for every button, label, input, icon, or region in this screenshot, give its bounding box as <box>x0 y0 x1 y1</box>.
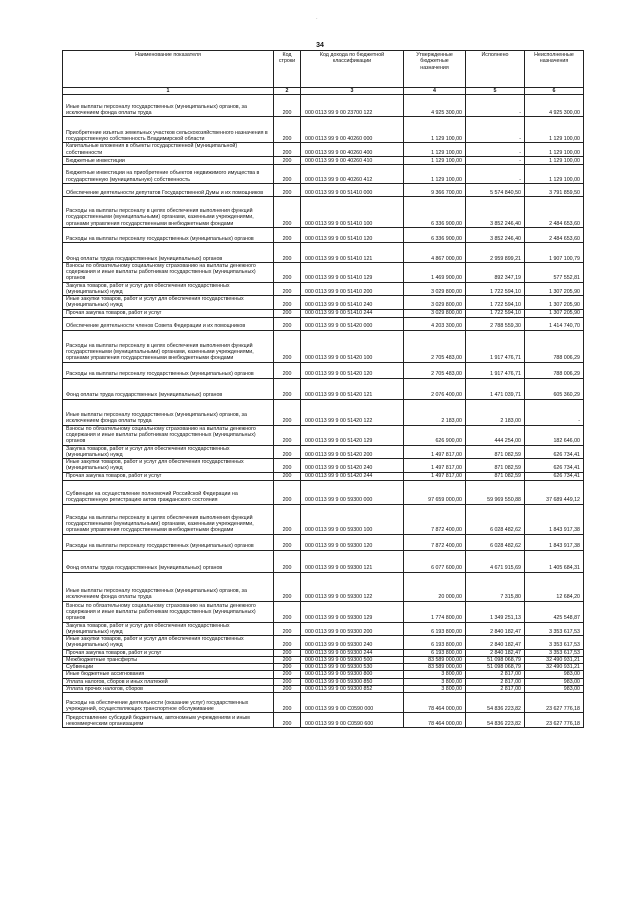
row-approved: 1 129 100,00 <box>404 164 466 183</box>
row-approved: 1 774 800,00 <box>404 601 466 622</box>
row-name: Иные бюджетные ассигнования <box>63 671 274 678</box>
table-row <box>63 504 584 534</box>
table-row <box>63 636 584 650</box>
row-unexecuted: 12 684,20 <box>525 572 584 601</box>
row-classification-code: 000 0113 99 9 00 51410 244 <box>301 309 404 317</box>
header-unexecuted: Неисполненные назначения <box>525 51 584 88</box>
row-approved: 6 336 900,00 <box>404 196 466 227</box>
row-code: 200 <box>274 693 301 713</box>
row-unexecuted: 3 353 617,53 <box>525 636 584 650</box>
row-executed: 54 836 223,82 <box>466 693 525 713</box>
row-code: 200 <box>274 678 301 685</box>
row-executed: 54 836 223,82 <box>466 713 525 728</box>
row-code: 200 <box>274 504 301 534</box>
row-classification-code: 000 0113 99 9 00 40260 400 <box>301 143 404 157</box>
row-approved: 4 867 000,00 <box>404 242 466 262</box>
row-executed: - <box>466 156 525 164</box>
row-name: Иные закупки товаров, работ и услуг для обеспечения государственных (муниципальных) нужд <box>63 636 274 650</box>
table-row <box>63 656 584 663</box>
row-name: Иные выплаты персоналу государственных (муниципальных) органов, за исключением фонда оплаты труда <box>63 399 274 425</box>
row-approved: 626 900,00 <box>404 425 466 445</box>
row-code: 200 <box>274 262 301 282</box>
row-approved: 83 589 000,00 <box>404 664 466 671</box>
row-unexecuted: 788 006,29 <box>525 362 584 378</box>
table-row <box>63 362 584 378</box>
row-classification-code: 000 0113 99 9 00 51420 100 <box>301 330 404 362</box>
row-code: 200 <box>274 164 301 183</box>
row-approved: 3 800,00 <box>404 685 466 692</box>
row-executed: 892 347,19 <box>466 262 525 282</box>
row-unexecuted: 1 907 100,79 <box>525 242 584 262</box>
row-executed: 51 098 068,79 <box>466 656 525 663</box>
table-row <box>63 550 584 572</box>
row-classification-code: 000 0113 99 9 00 40260 410 <box>301 156 404 164</box>
row-executed: 1 722 594,10 <box>466 282 525 296</box>
row-approved: 1 497 817,00 <box>404 459 466 473</box>
row-code: 200 <box>274 472 301 480</box>
row-code: 200 <box>274 550 301 572</box>
row-code: 200 <box>274 459 301 473</box>
row-unexecuted: 23 627 776,18 <box>525 713 584 728</box>
row-unexecuted: 1 129 100,00 <box>525 164 584 183</box>
row-unexecuted: - <box>525 399 584 425</box>
row-name: Закупка товаров, работ и услуг для обеспечения государственных (муниципальных) нужд <box>63 282 274 296</box>
row-classification-code: 000 0113 99 9 00 C0590 600 <box>301 713 404 728</box>
table-row <box>63 572 584 601</box>
table-row <box>63 472 584 480</box>
table-row <box>63 649 584 656</box>
row-classification-code: 000 0113 99 9 00 59300 240 <box>301 636 404 650</box>
row-code: 200 <box>274 636 301 650</box>
row-executed: 3 852 246,40 <box>466 196 525 227</box>
row-approved: 2 705 483,00 <box>404 362 466 378</box>
row-code: 200 <box>274 425 301 445</box>
table-row <box>63 664 584 671</box>
row-code: 200 <box>274 656 301 663</box>
row-unexecuted: 1 405 684,31 <box>525 550 584 572</box>
table-row <box>63 296 584 310</box>
row-name: Расходы на выплаты персоналу в целях обеспечения выполнения функций государственными (муниципальными) органами, казенными учреждениями, органами управления государственными внебюджетными фондами <box>63 504 274 534</box>
row-classification-code: 000 0113 99 9 00 59300 200 <box>301 622 404 636</box>
row-code: 200 <box>274 117 301 143</box>
row-unexecuted: 23 627 776,18 <box>525 693 584 713</box>
row-name: Бюджетные инвестиции <box>63 156 274 164</box>
row-executed: - <box>466 164 525 183</box>
row-unexecuted: 425 548,87 <box>525 601 584 622</box>
row-approved: 3 029 800,00 <box>404 309 466 317</box>
scan-mark: · <box>316 16 318 22</box>
row-name: Расходы на выплаты персоналу государственных (муниципальных) органов <box>63 362 274 378</box>
table-row <box>63 399 584 425</box>
row-classification-code: 000 0113 99 9 00 51420 240 <box>301 459 404 473</box>
row-approved: 2 705 483,00 <box>404 330 466 362</box>
table-row <box>63 671 584 678</box>
row-code: 200 <box>274 143 301 157</box>
row-name: Расходы на обеспечение деятельности (оказание услуг) государственных учреждений, осуществляющих транспортное обслуживание <box>63 693 274 713</box>
column-number: 2 <box>274 88 301 95</box>
table-row <box>63 282 584 296</box>
row-name: Субвенции <box>63 664 274 671</box>
row-approved: 1 129 100,00 <box>404 117 466 143</box>
row-unexecuted: 2 484 653,60 <box>525 196 584 227</box>
row-unexecuted: 983,00 <box>525 678 584 685</box>
row-classification-code: 000 0113 99 9 00 59300 244 <box>301 649 404 656</box>
row-executed: - <box>466 143 525 157</box>
table-row <box>63 262 584 282</box>
table-row <box>63 164 584 183</box>
row-unexecuted: 3 353 617,53 <box>525 622 584 636</box>
row-code: 200 <box>274 362 301 378</box>
row-unexecuted: 32 490 931,21 <box>525 664 584 671</box>
row-classification-code: 000 0113 99 9 00 40260 412 <box>301 164 404 183</box>
row-unexecuted: 2 484 653,60 <box>525 227 584 242</box>
row-executed: 6 028 482,62 <box>466 504 525 534</box>
table-row <box>63 378 584 399</box>
row-name: Взносы по обязательному социальному страхованию на выплаты денежного содержания и иные выплаты работникам государственных (муниципальных) органов <box>63 601 274 622</box>
table-body <box>63 95 584 728</box>
row-name: Закупка товаров, работ и услуг для обеспечения государственных (муниципальных) нужд <box>63 622 274 636</box>
row-approved: 1 129 100,00 <box>404 156 466 164</box>
row-classification-code: 000 0113 99 9 00 59300 129 <box>301 601 404 622</box>
row-unexecuted: 182 646,00 <box>525 425 584 445</box>
row-executed: 1 722 594,10 <box>466 296 525 310</box>
row-approved: 7 872 400,00 <box>404 534 466 550</box>
row-unexecuted: 1 129 100,00 <box>525 156 584 164</box>
row-code: 200 <box>274 317 301 330</box>
row-classification-code: 000 0113 99 9 00 51410 129 <box>301 262 404 282</box>
row-code: 200 <box>274 713 301 728</box>
row-classification-code: 000 0113 99 9 00 59300 530 <box>301 664 404 671</box>
row-executed: 4 671 915,69 <box>466 550 525 572</box>
row-unexecuted: 577 552,81 <box>525 262 584 282</box>
table-row <box>63 309 584 317</box>
row-classification-code: 000 0113 99 9 00 51410 000 <box>301 183 404 196</box>
row-approved: 78 464 000,00 <box>404 693 466 713</box>
header-classification: Код дохода по бюджетной классификации <box>301 51 404 88</box>
row-classification-code: 000 0113 99 9 00 51420 122 <box>301 399 404 425</box>
row-executed: 2 817,00 <box>466 671 525 678</box>
table-row <box>63 317 584 330</box>
row-executed: 2 788 559,30 <box>466 317 525 330</box>
row-unexecuted: 4 925 300,00 <box>525 95 584 117</box>
row-name: Иные выплаты персоналу государственных (муниципальных) органов, за исключением фонда оплаты труда <box>63 95 274 117</box>
row-unexecuted: 1 307 205,90 <box>525 282 584 296</box>
row-classification-code: 000 0113 99 9 00 59300 500 <box>301 656 404 663</box>
row-executed: 7 315,80 <box>466 572 525 601</box>
row-executed: 59 969 550,88 <box>466 480 525 504</box>
row-approved: 2 076 400,00 <box>404 378 466 399</box>
row-name: Закупка товаров, работ и услуг для обеспечения государственных (муниципальных) нужд <box>63 445 274 459</box>
table-row <box>63 196 584 227</box>
row-unexecuted: 626 734,41 <box>525 472 584 480</box>
row-name: Расходы на выплаты персоналу в целях обеспечения выполнения функций государственными (муниципальными) органами, казенными учреждениями, органами управления государственными внебюджетными фондами <box>63 196 274 227</box>
row-executed: 6 028 482,62 <box>466 534 525 550</box>
row-classification-code: 000 0113 99 9 00 40260 000 <box>301 117 404 143</box>
row-unexecuted: 626 734,41 <box>525 445 584 459</box>
row-classification-code: 000 0113 99 9 00 51410 100 <box>301 196 404 227</box>
row-classification-code: 000 0113 99 9 00 59300 852 <box>301 685 404 692</box>
row-name: Фонд оплаты труда государственных (муниципальных) органов <box>63 378 274 399</box>
row-classification-code: 000 0113 99 9 00 51420 121 <box>301 378 404 399</box>
row-classification-code: 000 0113 99 9 00 59300 800 <box>301 671 404 678</box>
row-code: 200 <box>274 671 301 678</box>
row-code: 200 <box>274 480 301 504</box>
row-approved: 1 497 817,00 <box>404 445 466 459</box>
row-name: Фонд оплаты труда государственных (муниципальных) органов <box>63 242 274 262</box>
row-classification-code: 000 0113 99 9 00 51410 200 <box>301 282 404 296</box>
row-approved: 6 077 600,00 <box>404 550 466 572</box>
row-code: 200 <box>274 330 301 362</box>
table-header-row <box>63 51 584 88</box>
row-unexecuted: 1 129 100,00 <box>525 117 584 143</box>
row-name: Обеспечение деятельности депутатов Государственной Думы и их помощников <box>63 183 274 196</box>
row-name: Взносы по обязательному социальному страхованию на выплаты денежного содержания и иные выплаты работникам государственных (муниципальных) органов <box>63 262 274 282</box>
row-code: 200 <box>274 282 301 296</box>
header-name: Наименование показателя <box>63 51 274 88</box>
row-classification-code: 000 0113 99 9 00 59300 121 <box>301 550 404 572</box>
row-executed: 51 098 068,79 <box>466 664 525 671</box>
table-row <box>63 459 584 473</box>
row-name: Капитальные вложения в объекты государственной (муниципальной) собственности <box>63 143 274 157</box>
row-name: Прочая закупка товаров, работ и услуг <box>63 649 274 656</box>
row-classification-code: 000 0113 99 9 00 59300 122 <box>301 572 404 601</box>
row-unexecuted: 3 791 859,50 <box>525 183 584 196</box>
row-executed: 871 082,59 <box>466 459 525 473</box>
table-row <box>63 445 584 459</box>
row-code: 200 <box>274 95 301 117</box>
row-name: Фонд оплаты труда государственных (муниципальных) органов <box>63 550 274 572</box>
row-name: Приобретение изъятых земельных участков сельскохозяйственного назначения в государственную собственность Владимирской области <box>63 117 274 143</box>
row-name: Расходы на выплаты персоналу государственных (муниципальных) органов <box>63 227 274 242</box>
header-code: Код строки <box>274 51 301 88</box>
row-approved: 1 129 100,00 <box>404 143 466 157</box>
row-unexecuted: 37 689 449,12 <box>525 480 584 504</box>
row-code: 200 <box>274 445 301 459</box>
table-row <box>63 601 584 622</box>
row-code: 200 <box>274 242 301 262</box>
row-unexecuted: 1 843 917,38 <box>525 534 584 550</box>
row-name: Иные закупки товаров, работ и услуг для обеспечения государственных (муниципальных) нужд <box>63 459 274 473</box>
row-code: 200 <box>274 601 301 622</box>
row-name: Расходы на выплаты персоналу в целях обеспечения выполнения функций государственными (муниципальными) органами, казенными учреждениями, органами управления государственными внебюджетными фондами <box>63 330 274 362</box>
row-classification-code: 000 0113 99 9 00 51420 120 <box>301 362 404 378</box>
row-classification-code: 000 0113 99 9 00 23700 122 <box>301 95 404 117</box>
row-code: 200 <box>274 399 301 425</box>
row-classification-code: 000 0113 99 9 00 59300 100 <box>301 504 404 534</box>
table-row <box>63 534 584 550</box>
column-number: 4 <box>404 88 466 95</box>
row-code: 200 <box>274 156 301 164</box>
row-executed: 2 840 182,47 <box>466 622 525 636</box>
row-approved: 3 029 800,00 <box>404 282 466 296</box>
row-classification-code: 000 0113 99 9 00 59300 850 <box>301 678 404 685</box>
row-code: 200 <box>274 572 301 601</box>
table-row <box>63 242 584 262</box>
table-row <box>63 330 584 362</box>
row-executed: 2 840 182,47 <box>466 649 525 656</box>
table-row <box>63 95 584 117</box>
row-name: Иные закупки товаров, работ и услуг для обеспечения государственных (муниципальных) нужд <box>63 296 274 310</box>
row-approved: 97 659 000,00 <box>404 480 466 504</box>
row-executed: 1 917 476,71 <box>466 330 525 362</box>
row-approved: 9 366 700,00 <box>404 183 466 196</box>
row-name: Предоставление субсидий бюджетным, автономным учреждениям и иным некоммерческим организациям <box>63 713 274 728</box>
row-name: Уплата налогов, сборов и иных платежей <box>63 678 274 685</box>
row-classification-code: 000 0113 99 9 00 51420 000 <box>301 317 404 330</box>
row-classification-code: 000 0113 99 9 00 51410 121 <box>301 242 404 262</box>
row-approved: 2 183,00 <box>404 399 466 425</box>
row-executed: 444 254,00 <box>466 425 525 445</box>
row-approved: 20 000,00 <box>404 572 466 601</box>
budget-execution-table <box>62 50 584 728</box>
row-name: Прочая закупка товаров, работ и услуг <box>63 309 274 317</box>
row-code: 200 <box>274 649 301 656</box>
row-name: Иные выплаты персоналу государственных (муниципальных) органов, за исключением фонда оплаты труда <box>63 572 274 601</box>
table-row <box>63 693 584 713</box>
row-executed: 5 574 840,50 <box>466 183 525 196</box>
row-code: 200 <box>274 664 301 671</box>
table-row <box>63 227 584 242</box>
row-classification-code: 000 0113 99 9 00 51410 120 <box>301 227 404 242</box>
row-executed: 2 840 182,47 <box>466 636 525 650</box>
row-code: 200 <box>274 309 301 317</box>
row-code: 200 <box>274 183 301 196</box>
table-row <box>63 183 584 196</box>
row-approved: 6 336 900,00 <box>404 227 466 242</box>
row-name: Обеспечение деятельности членов Совета Федерации и их помощников <box>63 317 274 330</box>
row-approved: 6 193 800,00 <box>404 649 466 656</box>
row-unexecuted: 3 353 617,53 <box>525 649 584 656</box>
header-approved: Утвержденные бюджетные назначения <box>404 51 466 88</box>
row-approved: 4 925 300,00 <box>404 95 466 117</box>
table-row <box>63 117 584 143</box>
row-code: 200 <box>274 196 301 227</box>
row-unexecuted: 626 734,41 <box>525 459 584 473</box>
header-executed: Исполнено <box>466 51 525 88</box>
table-row <box>63 156 584 164</box>
row-approved: 78 464 000,00 <box>404 713 466 728</box>
table-row <box>63 678 584 685</box>
row-executed: 871 082,59 <box>466 445 525 459</box>
row-approved: 3 800,00 <box>404 671 466 678</box>
row-name: Уплата прочих налогов, сборов <box>63 685 274 692</box>
row-classification-code: 000 0113 99 9 00 59300 120 <box>301 534 404 550</box>
table-row <box>63 622 584 636</box>
row-code: 200 <box>274 534 301 550</box>
row-executed: 2 817,00 <box>466 678 525 685</box>
row-approved: 4 203 300,00 <box>404 317 466 330</box>
row-code: 200 <box>274 296 301 310</box>
row-approved: 3 029 800,00 <box>404 296 466 310</box>
table-row <box>63 425 584 445</box>
row-unexecuted: 1 307 205,90 <box>525 309 584 317</box>
row-unexecuted: 1 843 917,38 <box>525 504 584 534</box>
row-unexecuted: 1 414 740,70 <box>525 317 584 330</box>
table-row <box>63 685 584 692</box>
column-number-row <box>63 88 584 95</box>
table-row <box>63 480 584 504</box>
row-unexecuted: 605 360,29 <box>525 378 584 399</box>
row-approved: 7 872 400,00 <box>404 504 466 534</box>
row-unexecuted: 1 307 205,90 <box>525 296 584 310</box>
row-unexecuted: 788 006,29 <box>525 330 584 362</box>
page-number: 34 <box>316 42 324 49</box>
row-classification-code: 000 0113 99 9 00 51420 200 <box>301 445 404 459</box>
row-unexecuted: 983,00 <box>525 671 584 678</box>
table-row <box>63 143 584 157</box>
row-approved: 1 497 817,00 <box>404 472 466 480</box>
row-name: Прочая закупка товаров, работ и услуг <box>63 472 274 480</box>
column-number: 6 <box>525 88 584 95</box>
row-classification-code: 000 0113 99 9 00 51410 240 <box>301 296 404 310</box>
row-executed: 1 349 251,13 <box>466 601 525 622</box>
row-executed: - <box>466 95 525 117</box>
column-number: 1 <box>63 88 274 95</box>
row-executed: 2 817,00 <box>466 685 525 692</box>
row-code: 200 <box>274 622 301 636</box>
row-approved: 83 589 000,00 <box>404 656 466 663</box>
row-executed: - <box>466 117 525 143</box>
row-approved: 1 469 900,00 <box>404 262 466 282</box>
row-name: Бюджетные инвестиции на приобретение объектов недвижимого имущества в государственную (муниципальную) собственность <box>63 164 274 183</box>
row-code: 200 <box>274 378 301 399</box>
row-name: Субвенции на осуществление полномочий Российской Федерации на государственную регистрацию актов гражданского состояния <box>63 480 274 504</box>
table-row <box>63 713 584 728</box>
row-classification-code: 000 0113 99 9 00 59300 000 <box>301 480 404 504</box>
row-approved: 3 800,00 <box>404 678 466 685</box>
row-approved: 6 193 800,00 <box>404 622 466 636</box>
row-executed: 1 722 594,10 <box>466 309 525 317</box>
row-executed: 871 082,59 <box>466 472 525 480</box>
row-classification-code: 000 0113 99 9 00 51420 129 <box>301 425 404 445</box>
row-executed: 1 471 039,71 <box>466 378 525 399</box>
row-executed: 2 959 899,21 <box>466 242 525 262</box>
row-executed: 3 852 246,40 <box>466 227 525 242</box>
column-number: 5 <box>466 88 525 95</box>
row-name: Межбюджетные трансферты <box>63 656 274 663</box>
row-name: Расходы на выплаты персоналу государственных (муниципальных) органов <box>63 534 274 550</box>
row-classification-code: 000 0113 99 9 00 51420 244 <box>301 472 404 480</box>
row-executed: 1 917 476,71 <box>466 362 525 378</box>
row-approved: 6 193 800,00 <box>404 636 466 650</box>
row-executed: 2 183,00 <box>466 399 525 425</box>
row-unexecuted: 1 129 100,00 <box>525 143 584 157</box>
row-unexecuted: 32 490 931,21 <box>525 656 584 663</box>
row-classification-code: 000 0113 99 9 00 C0590 000 <box>301 693 404 713</box>
row-unexecuted: 983,00 <box>525 685 584 692</box>
column-number: 3 <box>301 88 404 95</box>
row-code: 200 <box>274 685 301 692</box>
row-name: Взносы по обязательному социальному страхованию на выплаты денежного содержания и иные выплаты работникам государственных (муниципальных) органов <box>63 425 274 445</box>
row-code: 200 <box>274 227 301 242</box>
